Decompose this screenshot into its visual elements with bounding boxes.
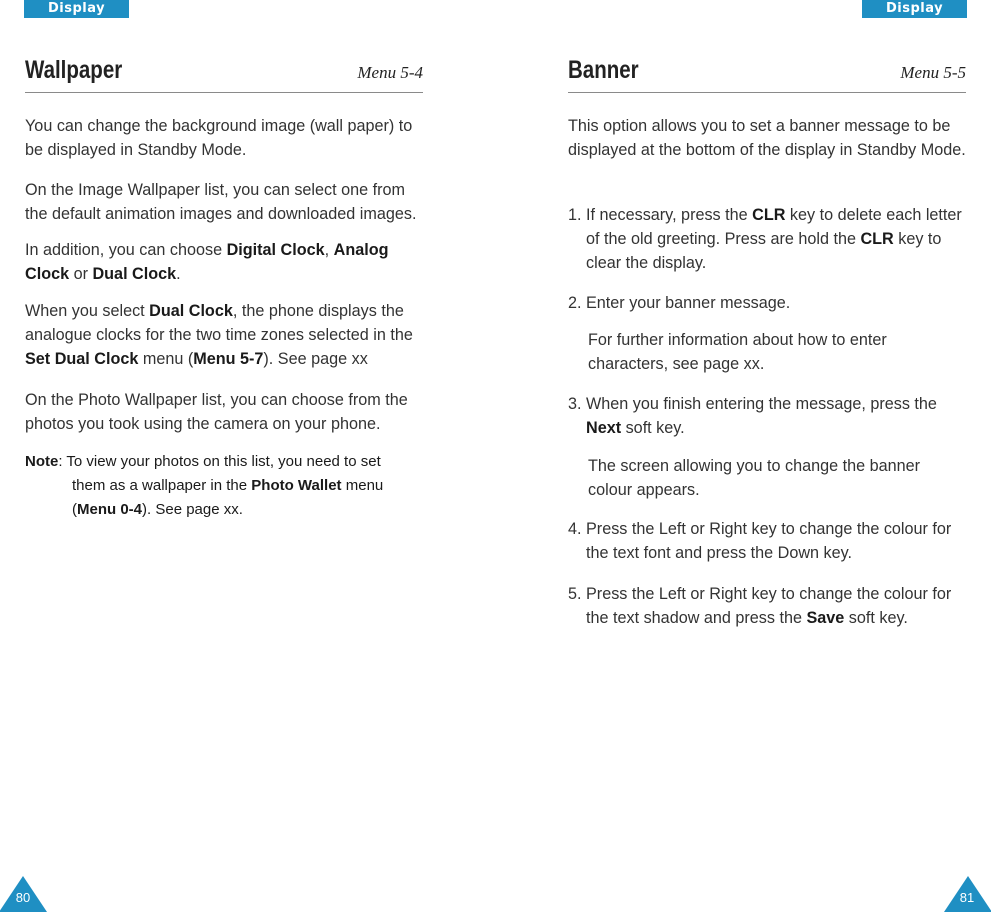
step-text: Press the Left or Right key to change the colour for the text font and press the Down key. (586, 520, 952, 562)
paragraph-clock-options (25, 238, 423, 286)
note-label: Note (25, 453, 59, 470)
text: ( (72, 501, 77, 518)
bold-text: Menu 0-4 (77, 501, 143, 518)
text: If necessary, press the (586, 206, 753, 224)
note-continuation (72, 474, 424, 522)
section-tab-right: Display (862, 0, 967, 18)
bold-text: Set Dual Clock (25, 350, 139, 368)
step-number: 2. (568, 294, 582, 312)
bold-text: Next (586, 419, 622, 437)
bold-text: Digital Clock (226, 241, 325, 259)
text: . (176, 265, 181, 283)
paragraph-banner-intro: This option allows you to set a banner message to be displayed at the bottom of the display in Standby Mode. (568, 117, 966, 159)
page-title-wallpaper: Wallpaper (25, 56, 123, 84)
paragraph-intro: You can change the background image (wall paper) to be displayed in Standby Mode. (25, 117, 413, 159)
step-text (586, 392, 966, 440)
text: ). See page xx (263, 350, 368, 368)
step-number: 4. (568, 520, 582, 538)
bold-text: Dual Clock (149, 302, 233, 320)
text: When you select (25, 302, 150, 320)
step-text (586, 203, 966, 275)
bold-text: Analog Clock (25, 241, 389, 283)
text: key to clear the display. (586, 230, 942, 272)
bold-text: Photo Wallet (251, 477, 342, 494)
page-title-banner: Banner (568, 56, 639, 84)
text: , the phone displays the analogue clocks for the two time zones selected in the (25, 302, 413, 344)
note-block (25, 450, 423, 518)
text: menu ( (138, 350, 194, 368)
paragraph-dual-clock (25, 299, 423, 371)
bold-text: Menu 5-7 (193, 350, 264, 368)
page-number-left: 80 (15, 890, 31, 905)
paragraph-photo-wallpaper: On the Photo Wallpaper list, you can choose from the photos you took using the camera on your phone. (25, 391, 408, 433)
bold-text: CLR (752, 206, 786, 224)
text: Press the Left or Right key to change the colour for the text shadow and press the (586, 585, 952, 627)
section-tab-left: Display (24, 0, 129, 18)
step-text (586, 582, 966, 630)
text: or (69, 265, 93, 283)
paragraph-image-wallpaper: On the Image Wallpaper list, you can select one from the default animation images and downloaded images. (25, 181, 417, 223)
note-first-line (25, 450, 423, 474)
step-number: 3. (568, 395, 582, 413)
text: soft key. (621, 419, 685, 437)
menu-reference: Menu 5-5 (900, 63, 966, 82)
text: menu (341, 477, 384, 494)
left-title-row (25, 54, 423, 93)
step-number: 5. (568, 585, 582, 603)
bold-text: CLR (860, 230, 894, 248)
bold-text: Save (806, 609, 845, 627)
text: : To view your photos on this list, you need to set (58, 453, 381, 470)
text: key to delete each letter of the old greeting. Press are hold the (586, 206, 962, 248)
step-3-note: The screen allowing you to change the banner colour appears. (588, 457, 921, 499)
bold-text: Dual Clock (92, 265, 177, 283)
menu-reference: Menu 5-4 (357, 63, 423, 82)
text: soft key. (844, 609, 908, 627)
text: In addition, you can choose (25, 241, 227, 259)
text: , (324, 241, 334, 259)
text: ). See page xx. (142, 501, 243, 518)
step-text: Enter your banner message. (586, 294, 791, 312)
text: When you finish entering the message, press the (586, 395, 937, 413)
step-2-note: For further information about how to enter characters, see page xx. (588, 331, 887, 373)
page-number-right: 81 (959, 890, 975, 905)
step-number: 1. (568, 206, 582, 224)
right-title-row (568, 54, 966, 93)
text: them as a wallpaper in the (72, 477, 252, 494)
